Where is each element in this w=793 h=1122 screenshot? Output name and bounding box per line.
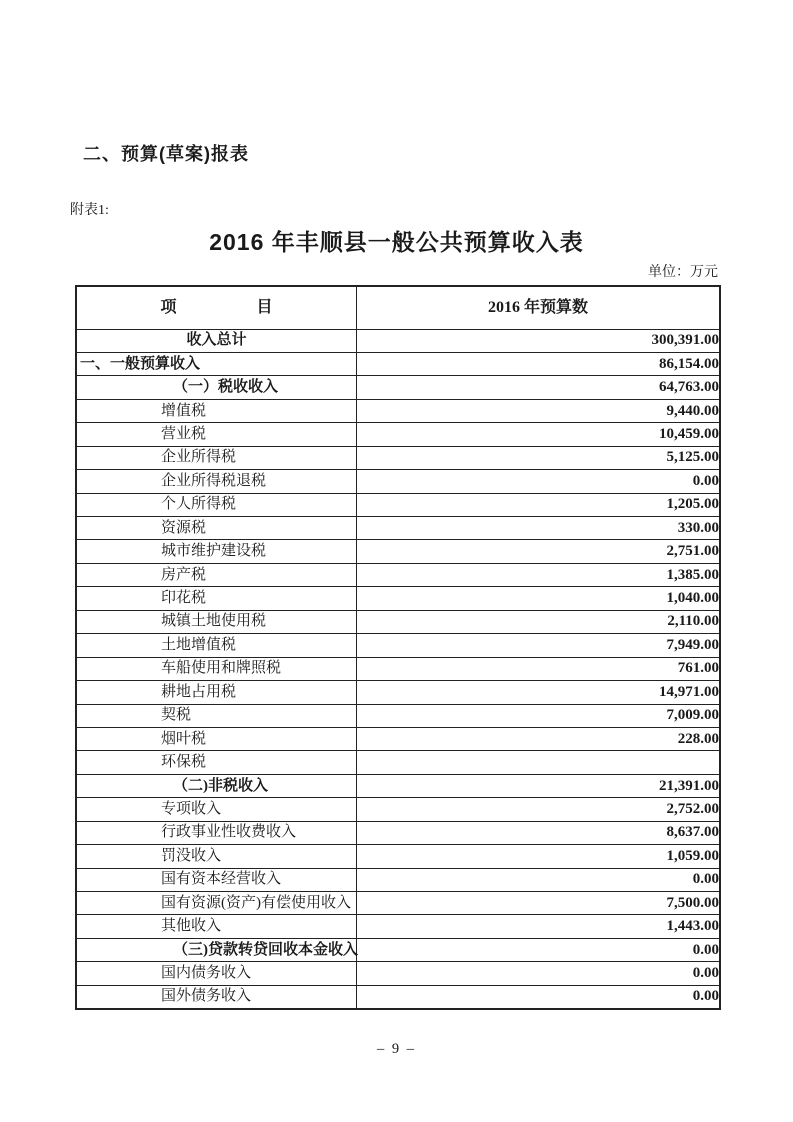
table-row	[76, 985, 720, 1008]
row-item-label: 资源税	[76, 517, 357, 540]
row-budget-value: 1,059.00	[357, 845, 721, 868]
table-row	[76, 962, 720, 985]
column-header-budget: 2016 年预算数	[357, 286, 721, 329]
row-budget-value: 2,751.00	[357, 540, 721, 563]
table-header-row	[76, 286, 720, 329]
row-budget-value: 330.00	[357, 517, 721, 540]
table-row	[76, 821, 720, 844]
row-budget-value: 1,205.00	[357, 493, 721, 516]
row-budget-value: 0.00	[357, 868, 721, 891]
row-item-label: 耕地占用税	[76, 681, 357, 704]
row-budget-value: 9,440.00	[357, 399, 721, 422]
column-header-item: 项 目	[76, 286, 357, 329]
row-budget-value: 0.00	[357, 938, 721, 961]
row-budget-value: 1,385.00	[357, 563, 721, 586]
table-row	[76, 329, 720, 352]
row-item-label: 专项收入	[76, 798, 357, 821]
row-budget-value: 0.00	[357, 985, 721, 1008]
attachment-table-label: 附表1:	[70, 203, 109, 218]
table-row	[76, 704, 720, 727]
row-item-label: 车船使用和牌照税	[76, 657, 357, 680]
table-row	[76, 446, 720, 469]
table-row	[76, 470, 720, 493]
row-item-label: 企业所得税	[76, 446, 357, 469]
row-item-label: 营业税	[76, 423, 357, 446]
row-item-label: 罚没收入	[76, 845, 357, 868]
row-budget-value: 7,949.00	[357, 634, 721, 657]
page-title: 2016 年丰顺县一般公共预算收入表	[209, 229, 584, 255]
table-row	[76, 563, 720, 586]
row-item-label: 一、一般预算收入	[76, 352, 357, 375]
table-row	[76, 540, 720, 563]
table-row	[76, 634, 720, 657]
table-row	[76, 938, 720, 961]
row-budget-value: 5,125.00	[357, 446, 721, 469]
table-row	[76, 681, 720, 704]
table-row	[76, 892, 720, 915]
row-item-label: 行政事业性收费收入	[76, 821, 357, 844]
table-row	[76, 399, 720, 422]
row-budget-value: 64,763.00	[357, 376, 721, 399]
row-item-label: （三)贷款转贷回收本金收入	[76, 938, 357, 961]
row-budget-value: 1,443.00	[357, 915, 721, 938]
row-item-label: 土地增值税	[76, 634, 357, 657]
table-row	[76, 774, 720, 797]
row-budget-value: 0.00	[357, 470, 721, 493]
revenue-table-body	[76, 329, 720, 1009]
row-budget-value: 0.00	[357, 962, 721, 985]
table-row	[76, 376, 720, 399]
row-item-label: 环保税	[76, 751, 357, 774]
row-budget-value: 1,040.00	[357, 587, 721, 610]
row-budget-value: 7,500.00	[357, 892, 721, 915]
row-item-label: 城镇土地使用税	[76, 610, 357, 633]
table-row	[76, 423, 720, 446]
row-item-label: 其他收入	[76, 915, 357, 938]
section-heading: 二、预算(草案)报表	[83, 144, 249, 164]
row-budget-value: 7,009.00	[357, 704, 721, 727]
row-item-label: 增值税	[76, 399, 357, 422]
row-budget-value: 21,391.00	[357, 774, 721, 797]
row-item-label: （一）税收收入	[76, 376, 357, 399]
table-row	[76, 751, 720, 774]
table-row	[76, 868, 720, 891]
row-item-label: 烟叶税	[76, 727, 357, 750]
unit-note: 单位：万元	[648, 265, 718, 280]
row-item-label: 印花税	[76, 587, 357, 610]
table-row	[76, 610, 720, 633]
row-budget-value: 761.00	[357, 657, 721, 680]
revenue-table	[75, 285, 721, 1010]
table-row	[76, 657, 720, 680]
row-item-label: 房产税	[76, 563, 357, 586]
table-row	[76, 587, 720, 610]
table-row	[76, 517, 720, 540]
row-budget-value: 14,971.00	[357, 681, 721, 704]
table-row	[76, 493, 720, 516]
row-item-label: 国有资本经营收入	[76, 868, 357, 891]
row-budget-value: 2,752.00	[357, 798, 721, 821]
row-item-label: 收入总计	[76, 329, 357, 352]
row-item-label: 契税	[76, 704, 357, 727]
row-budget-value: 2,110.00	[357, 610, 721, 633]
row-budget-value: 228.00	[357, 727, 721, 750]
row-item-label: 国有资源(资产)有偿使用收入	[76, 892, 357, 915]
table-row	[76, 845, 720, 868]
row-item-label: （二)非税收入	[76, 774, 357, 797]
table-row	[76, 727, 720, 750]
table-row	[76, 352, 720, 375]
table-row	[76, 915, 720, 938]
row-budget-value: 8,637.00	[357, 821, 721, 844]
table-row	[76, 798, 720, 821]
row-item-label: 国内债务收入	[76, 962, 357, 985]
row-budget-value	[357, 751, 721, 774]
row-budget-value: 300,391.00	[357, 329, 721, 352]
row-item-label: 企业所得税退税	[76, 470, 357, 493]
row-budget-value: 86,154.00	[357, 352, 721, 375]
row-item-label: 国外债务收入	[76, 985, 357, 1008]
page-number: – 9 –	[377, 1041, 416, 1057]
row-item-label: 个人所得税	[76, 493, 357, 516]
row-budget-value: 10,459.00	[357, 423, 721, 446]
row-item-label: 城市维护建设税	[76, 540, 357, 563]
